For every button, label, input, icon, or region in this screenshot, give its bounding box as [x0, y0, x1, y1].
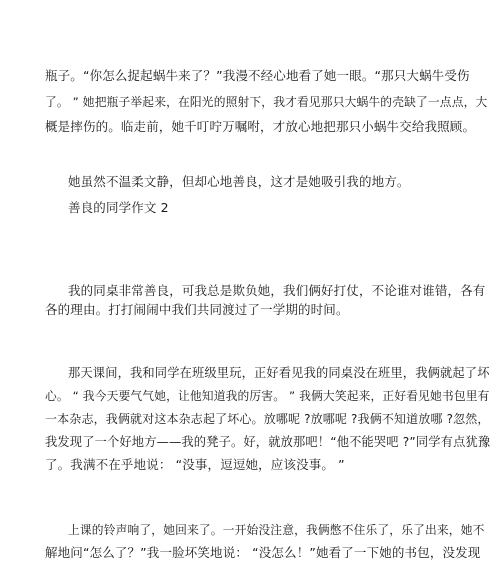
- paragraph-3-line-1: 我的同桌非常善良，可我总是欺负她，我们俩好打仗，不论谁对谁错，各有: [68, 283, 486, 298]
- paragraph-3-line-2: 各的理由。打打闹闹中我们共同渡过了一学期的时间。: [45, 302, 349, 317]
- paragraph-5-line-1: 上课的铃声响了，她回来了。一开始没注意，我俩憋不住乐了，乐了出来，她不: [68, 523, 485, 537]
- paragraph-4-line-5: 了。我满不在乎地说： “没事，逗逗她，应该没事。 ”: [45, 457, 345, 472]
- paragraph-1-line-2: 了。 ” 她把瓶子举起来，在阳光的照射下，我才看见那只大蜗牛的壳缺了一点点，大: [45, 95, 488, 109]
- paragraph-4-line-3: 一本杂志，我俩就对这本杂志起了坏心。放哪呢 ?放哪呢 ?我俩不知道放哪 ?忽然，: [45, 412, 490, 426]
- paragraph-5-line-2: 解地问“怎么了？”我一脸坏笑地说： “没怎么！”她看了一下她的书包，没发现: [45, 545, 481, 560]
- paragraph-4-line-4: 我发现了一个好地方——我的凳子。好，就放那吧！“他不能哭吧 ?”同学有点犹豫: [45, 435, 491, 449]
- paragraph-1-line-3: 概是摔伤的。临走前，她千叮咛万嘱咐，才放心地把那只小蜗牛交给我照顾。: [45, 119, 476, 134]
- section-heading: 善良的同学作文 2: [68, 200, 169, 215]
- paragraph-4-line-1: 那天课间，我和同学在班级里玩，正好看见我的同桌没在班里，我俩就起了坏: [68, 366, 490, 380]
- paragraph-2-line-1: 她虽然不温柔文静，但却心地善良，这才是她吸引我的地方。: [68, 174, 410, 189]
- paragraph-4-line-2: 心。 “ 我今天要气气她，让他知道我的厉害。 ” 我俩大笑起来，正好看见她书包里有: [45, 389, 490, 403]
- paragraph-1-line-1: 瓶子。“你怎么捉起蜗牛来了？”我漫不经心地看了她一眼。“那只大蜗牛受伤: [45, 68, 470, 83]
